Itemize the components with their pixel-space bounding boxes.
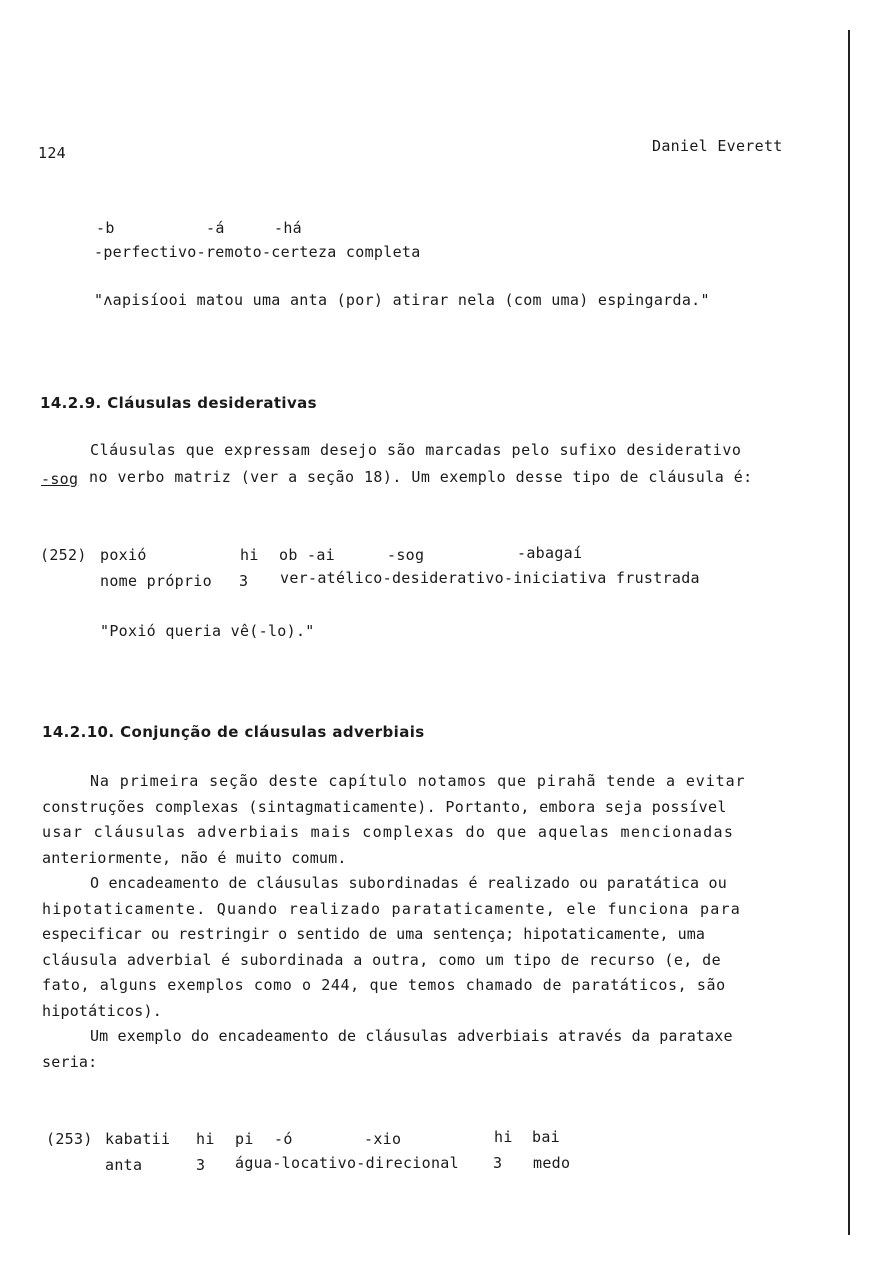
example-gloss: nome próprio (100, 572, 212, 590)
free-translation: "ʌapisíooi matou uma anta (por) atirar nela (com uma) espingarda." (94, 291, 710, 309)
paragraph-line: anteriormente, não é muito comum. (42, 848, 347, 867)
paragraph-line: seria: (42, 1052, 98, 1071)
example-gloss: 3 (196, 1156, 206, 1174)
example-word: hi (196, 1130, 215, 1148)
paragraph-line: Na primeira seção deste capítulo notamos que pirahã tende a evitar (90, 772, 746, 790)
example-gloss: 3 (493, 1154, 503, 1172)
paragraph-line: hipotaticamente. Quando realizado parataticamente, ele funciona para (42, 899, 742, 918)
section-heading: 14.2.9. Cláusulas desiderativas (40, 394, 317, 412)
suffix-underlined: -sog (41, 470, 79, 488)
running-header-author: Daniel Everett (652, 137, 783, 155)
example-word: hi (240, 546, 259, 564)
morpheme: -á (206, 219, 225, 237)
example-gloss: água-locativo-direcional (235, 1154, 459, 1172)
example-number: (252) (40, 546, 87, 564)
paragraph (42, 769, 802, 871)
example-word: poxió (100, 546, 147, 564)
example-word: -sog (387, 546, 425, 564)
paragraph-line: cláusula adverbial é subordinada a outra, como um tipo de recurso (e, de (42, 950, 722, 969)
paragraph-line: no verbo matriz (ver a seção 18). Um exemplo desse tipo de cláusula é: (89, 468, 753, 486)
paragraph-line: O encadeamento de cláusulas subordinadas é realizado ou paratática ou (90, 874, 727, 892)
paragraph-line: hipotáticos). (42, 1001, 162, 1020)
example-word: bai (532, 1128, 560, 1146)
morpheme: -b (96, 219, 115, 237)
paragraph-line: Cláusulas que expressam desejo são marcadas pelo sufixo desiderativo (90, 441, 742, 459)
example-word: pi (235, 1130, 254, 1148)
paragraph (42, 871, 802, 1024)
example-gloss: anta (105, 1156, 143, 1174)
example-gloss: ver-atélico-desiderativo-iniciativa frustrada (280, 569, 700, 587)
example-gloss: medo (533, 1154, 571, 1172)
example-number: (253) (46, 1130, 93, 1148)
page-number: 124 (38, 144, 66, 162)
example-translation: "Poxió queria vê(-lo)." (100, 622, 315, 640)
example-word: ob -ai (279, 546, 335, 564)
example-word: -xio (364, 1130, 402, 1148)
paragraph-line: especificar ou restringir o sentido de uma sentença; hipotaticamente, uma (42, 925, 705, 943)
example-word: kabatii (105, 1130, 171, 1148)
example-gloss: 3 (239, 572, 249, 590)
page-edge-rule (848, 30, 850, 1235)
paragraph-line: fato, alguns exemplos como o 244, que temos chamado de paratáticos, são (42, 976, 726, 994)
paragraph (42, 1024, 802, 1075)
example-word: -ó (274, 1130, 293, 1148)
section-heading: 14.2.10. Conjunção de cláusulas adverbiais (42, 723, 425, 741)
example-word: hi (494, 1128, 513, 1146)
paragraph-line: Um exemplo do encadeamento de cláusulas adverbiais através da parataxe (90, 1027, 733, 1045)
example-word: -abagaí (517, 544, 583, 562)
paragraph-line: usar cláusulas adverbiais mais complexas do que aquelas mencionadas (42, 823, 735, 841)
gloss-line: -perfectivo-remoto-certeza completa (94, 243, 421, 261)
morpheme: -há (274, 219, 302, 237)
paragraph-line: construções complexas (sintagmaticamente). Portanto, embora seja possível (42, 797, 727, 816)
